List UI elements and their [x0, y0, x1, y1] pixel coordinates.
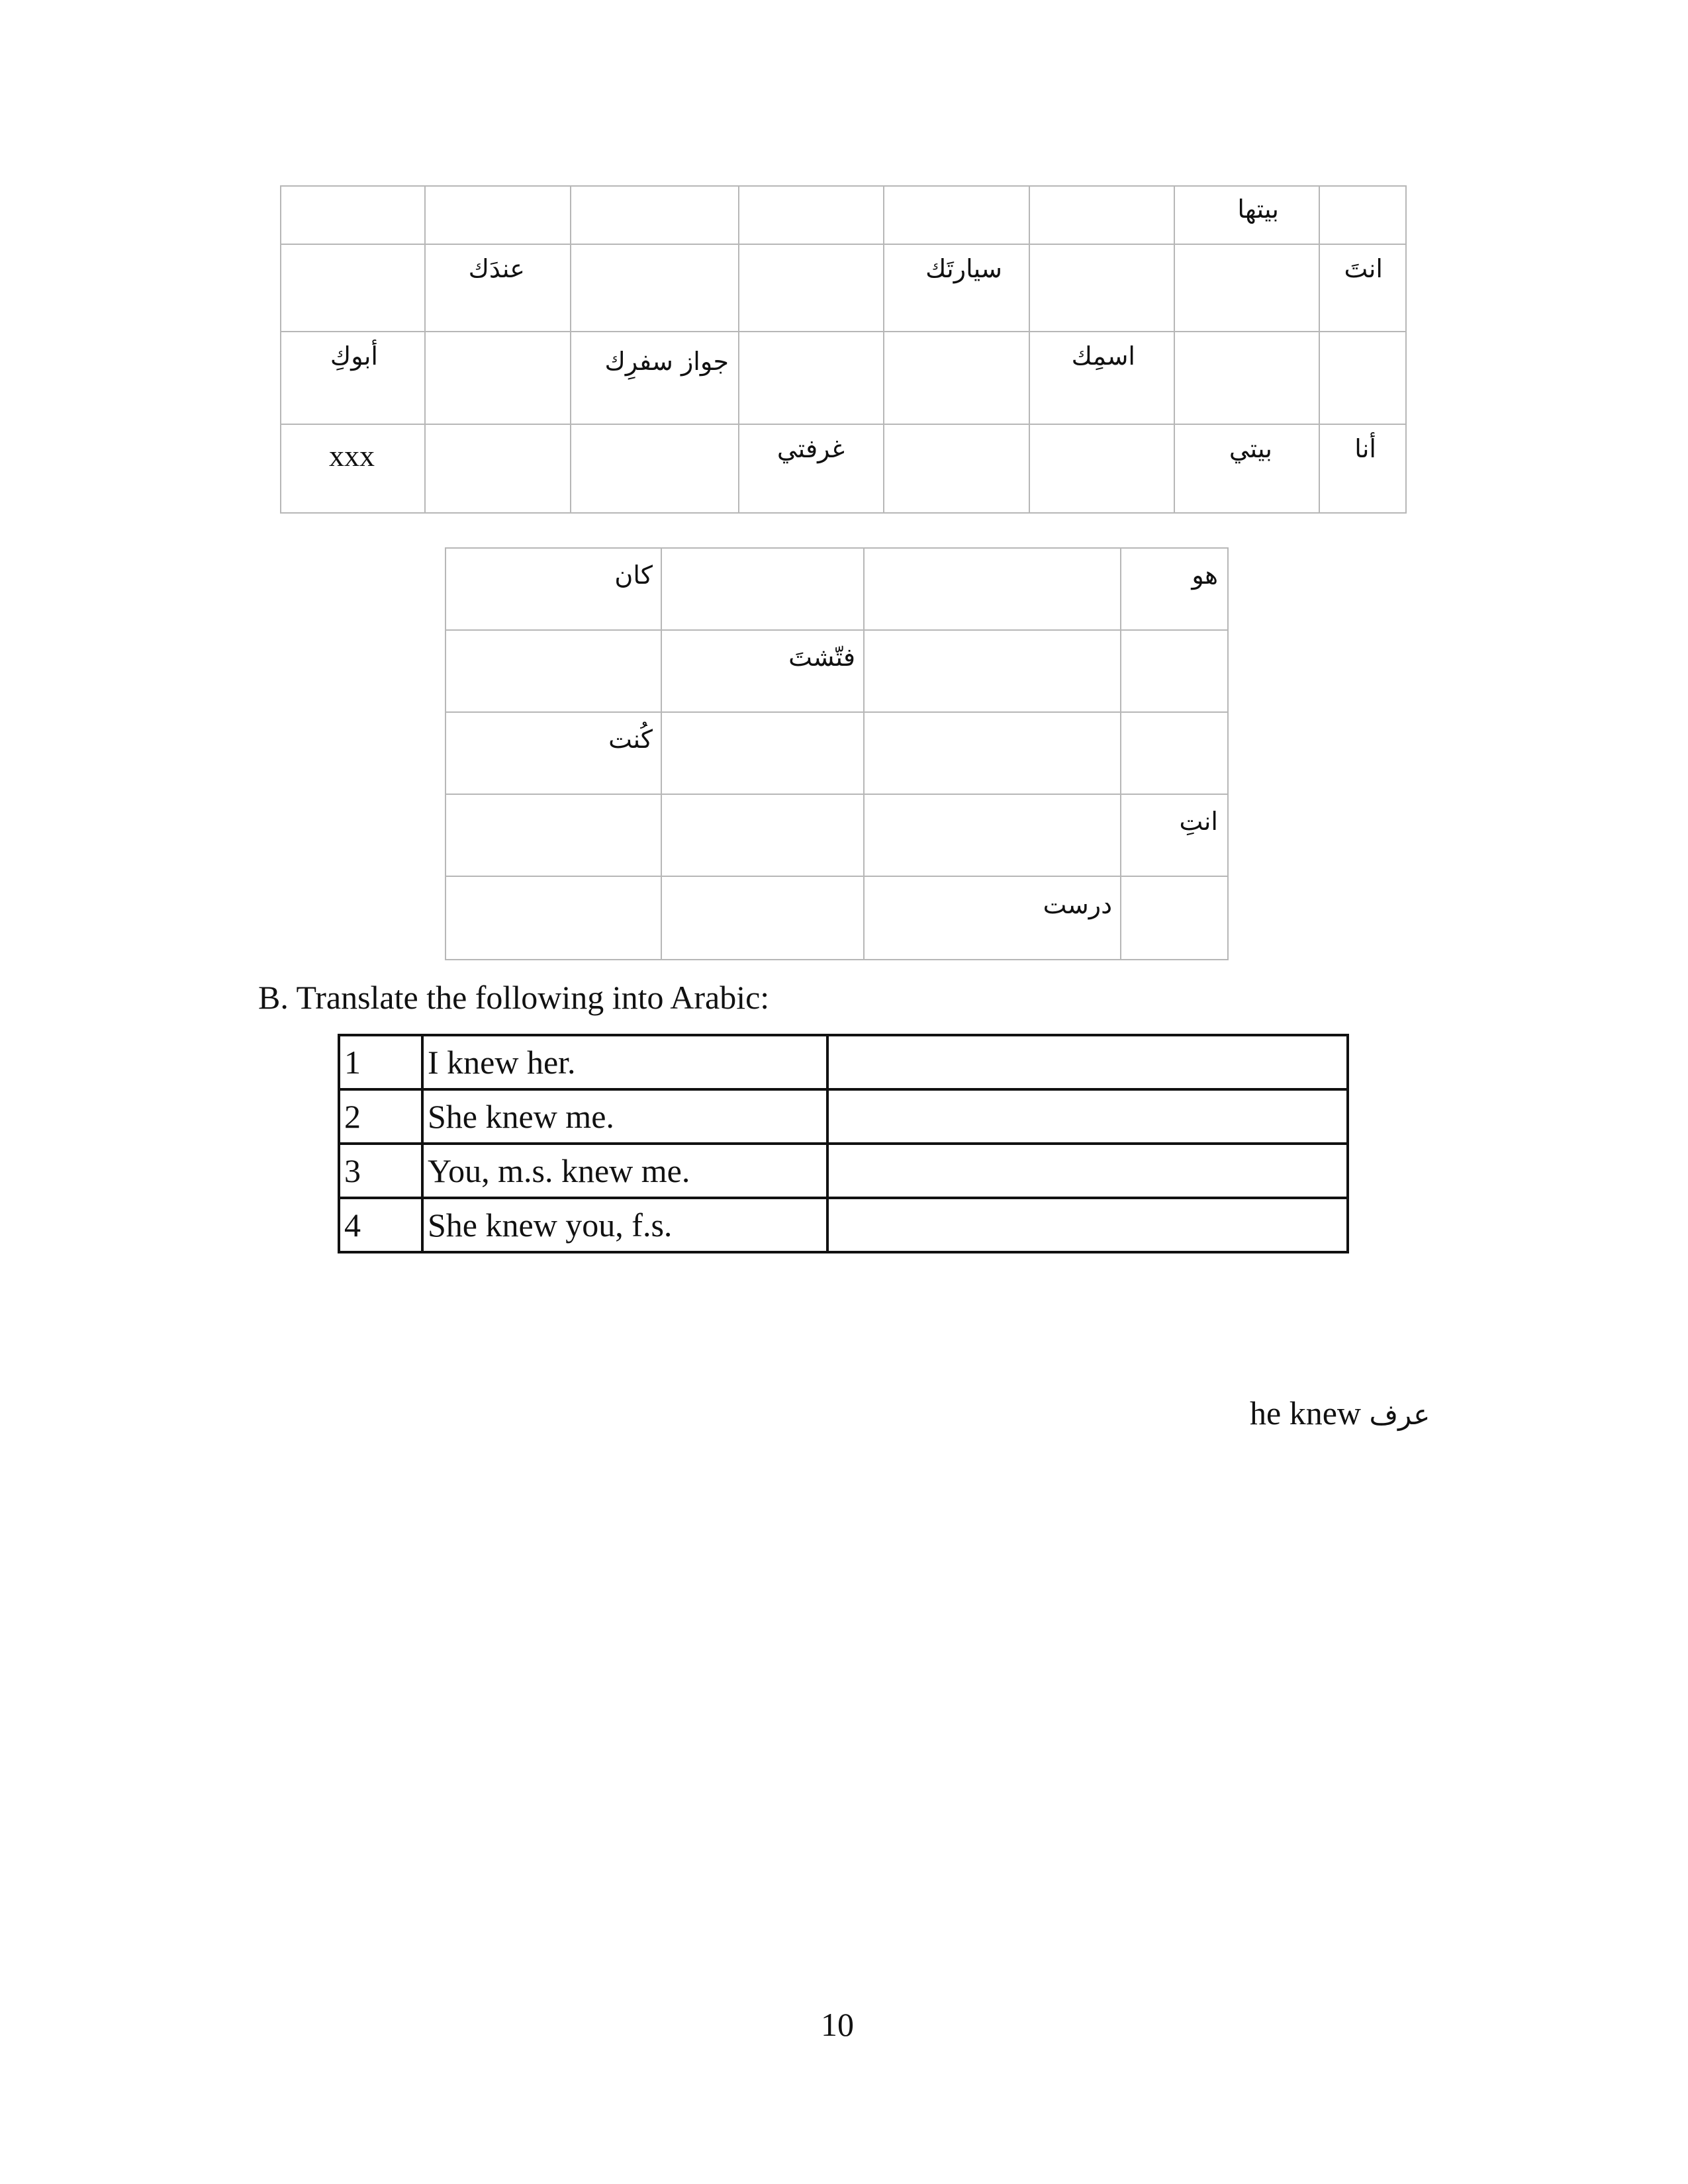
table-cell: أنا — [1319, 424, 1406, 513]
table-row — [281, 244, 1406, 332]
table-cell — [661, 876, 864, 960]
row-number: 3 — [339, 1144, 422, 1198]
table-cell — [739, 332, 884, 424]
table-cell: فتّشتَ — [661, 630, 864, 712]
table-cell — [884, 186, 1029, 244]
table-row — [445, 548, 1228, 630]
table-cell — [1029, 424, 1174, 513]
table-row — [445, 712, 1228, 794]
table-row — [445, 630, 1228, 712]
table-cell — [425, 332, 571, 424]
table-cell: كُنت — [445, 712, 661, 794]
table-cell — [1121, 876, 1228, 960]
table-cell — [1121, 712, 1228, 794]
section-b-heading: B. Translate the following into Arabic: — [258, 979, 770, 1016]
english-sentence: She knew me. — [422, 1089, 827, 1144]
table-row — [445, 794, 1228, 876]
table-cell: xxx — [281, 424, 425, 513]
table-cell — [739, 186, 884, 244]
table-cell — [661, 794, 864, 876]
translation-table — [338, 1034, 1349, 1253]
table-cell — [661, 712, 864, 794]
table-cell — [864, 630, 1121, 712]
table-cell — [571, 244, 739, 332]
row-number: 4 — [339, 1198, 422, 1252]
table-cell — [884, 424, 1029, 513]
table-cell — [1029, 244, 1174, 332]
table-cell: سيارتَك — [884, 244, 1029, 332]
table-row — [339, 1089, 1348, 1144]
table-cell — [281, 186, 425, 244]
table-row — [339, 1144, 1348, 1198]
vocab-arabic: عرف — [1369, 1398, 1430, 1431]
table-cell — [281, 244, 425, 332]
table-cell — [884, 332, 1029, 424]
answer-cell[interactable] — [827, 1144, 1348, 1198]
table-cell: اسمِك — [1029, 332, 1174, 424]
answer-cell[interactable] — [827, 1198, 1348, 1252]
row-number: 2 — [339, 1089, 422, 1144]
table-row — [339, 1198, 1348, 1252]
table-cell — [571, 424, 739, 513]
table-cell — [1174, 332, 1319, 424]
table-row — [281, 424, 1406, 513]
table-cell: كان — [445, 548, 661, 630]
table-cell — [445, 794, 661, 876]
table-cell — [425, 424, 571, 513]
table-cell — [445, 630, 661, 712]
table-cell: انتَ — [1319, 244, 1406, 332]
table-cell — [661, 548, 864, 630]
table-cell — [864, 548, 1121, 630]
table-cell — [1319, 332, 1406, 424]
table-cell: بيتي — [1174, 424, 1319, 513]
verb-table — [445, 547, 1229, 960]
answer-cell[interactable] — [827, 1089, 1348, 1144]
table-cell — [445, 876, 661, 960]
table-cell: غرفتي — [739, 424, 884, 513]
table-cell — [864, 794, 1121, 876]
table-cell — [739, 244, 884, 332]
english-sentence: She knew you, f.s. — [422, 1198, 827, 1252]
table-cell: جواز سفرِك — [571, 332, 739, 424]
table-cell — [571, 186, 739, 244]
table-cell: أبوكِ — [281, 332, 425, 424]
answer-cell[interactable] — [827, 1035, 1348, 1089]
table-cell — [1121, 630, 1228, 712]
table-cell — [1029, 186, 1174, 244]
table-cell: درست — [864, 876, 1121, 960]
table-cell: بيتها — [1174, 186, 1319, 244]
table-row — [281, 186, 1406, 244]
table-cell: انتِ — [1121, 794, 1228, 876]
table-row — [339, 1035, 1348, 1089]
table-cell: هو — [1121, 548, 1228, 630]
vocab-english: he knew — [1250, 1394, 1361, 1432]
table-row — [445, 876, 1228, 960]
english-sentence: I knew her. — [422, 1035, 827, 1089]
table-cell: عندَك — [425, 244, 571, 332]
page-number: 10 — [821, 2006, 854, 2043]
english-sentence: You, m.s. knew me. — [422, 1144, 827, 1198]
table-cell — [1319, 186, 1406, 244]
table-cell — [864, 712, 1121, 794]
vocab-note — [1250, 1394, 1430, 1432]
table-row — [281, 332, 1406, 424]
row-number: 1 — [339, 1035, 422, 1089]
table-cell — [1174, 244, 1319, 332]
table-cell — [425, 186, 571, 244]
pronoun-suffix-table — [280, 185, 1407, 514]
